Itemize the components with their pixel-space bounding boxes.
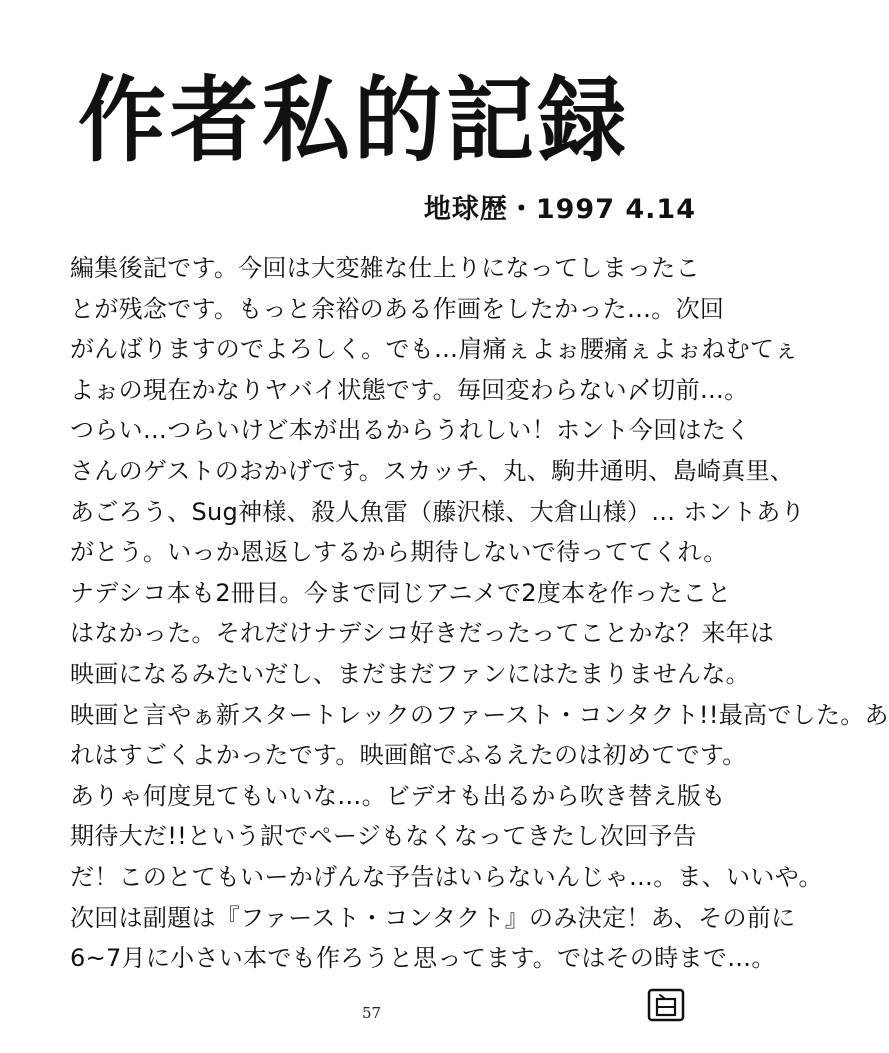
text-line: 編集後記です。今回は大変雑な仕上りになってしまったこ	[70, 254, 700, 282]
text-line: あごろう、Sug神様、殺人魚雷（藤沢様、大倉山様）… ホントあり	[70, 497, 805, 526]
text-line: がんばりますのでよろしく。でも…肩痛ぇよぉ腰痛ぇよぉねむてぇ	[70, 335, 799, 364]
text-line: はなかった。それだけナデシコ好きだったってことかな？来年は	[70, 619, 775, 648]
text-line: 映画と言やぁ新スタートレックのファースト・コンタクト!!最高でした。あ	[70, 700, 889, 729]
text-line: ありゃ何度見てもいいな…。ビデオも出るから吹き替え版も	[70, 781, 726, 810]
text-line: れはすごくよかったです。映画館でふるえたのは初めてです。	[70, 741, 747, 770]
text-line: 映画になるみたいだし、まだまだファンにはたまりませんな。	[70, 659, 750, 688]
page-title: 作者私的記録	[78, 65, 631, 175]
text-line: さんのゲストのおかげです。スカッチ、丸、駒井通明、島崎真里、	[70, 456, 795, 485]
afterword-text	[70, 248, 889, 979]
text-line: だ！このとてもいーかげんな予告はいらないんじゃ…。ま、いいや。	[70, 862, 823, 891]
text-line: がとう。いっか恩返しするから期待しないで待っててくれ。	[70, 538, 728, 567]
signature-stamp-icon	[647, 988, 685, 1022]
text-line: 6~7月に小さい本でも作ろうと思ってます。ではその時まで…。	[70, 944, 776, 973]
text-line: 期待大だ!!という訳でページもなくなってきたし次回予告	[70, 822, 697, 851]
text-line: とが残念です。もっと余裕のある作画をしたかった…。次回	[70, 294, 725, 323]
text-line: ナデシコ本も2冊目。今まで同じアニメで2度本を作ったこと	[70, 578, 732, 607]
page-number: 57	[362, 1004, 382, 1022]
date-line: 地球歴・1997 4.14	[423, 194, 696, 225]
text-line: つらい…つらいけど本が出るからうれしい！ホント今回はたく	[70, 416, 751, 445]
text-line: 次回は副題は『ファースト・コンタクト』のみ決定！あ、その前に	[70, 903, 796, 932]
text-line: よぉの現在かなりヤバイ状態です。毎回変わらない〆切前…。	[70, 375, 749, 404]
